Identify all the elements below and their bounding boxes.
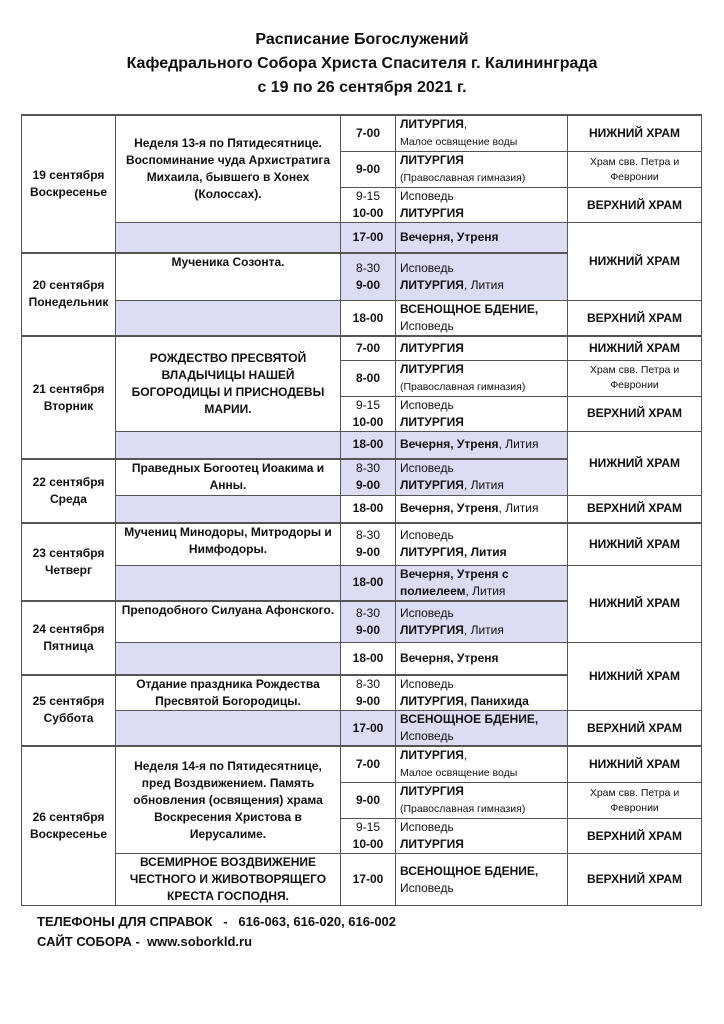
date-label: 24 сентября [32, 621, 105, 636]
place-cell [568, 396, 702, 431]
service-line [400, 301, 563, 318]
service-time: 9-00 [355, 478, 381, 493]
date-cell [22, 336, 116, 459]
service-extra: Исповедь [400, 729, 454, 743]
service-cell [396, 336, 568, 360]
feast-text: РОЖДЕСТВО ПРЕСВЯТОЙ ВЛАДЫЧИЦЫ НАШЕЙ БОГОРОДИЦЫ И ПРИСНОДЕВЫ МАРИИ. [131, 350, 325, 416]
service-cell [396, 253, 568, 301]
service-line [400, 188, 563, 205]
service-time: 8-00 [355, 370, 381, 385]
service-line [400, 650, 563, 667]
service-time: 18-00 [352, 437, 384, 452]
feast-cell-secondary [116, 495, 341, 523]
weekday-label: Пятница [43, 638, 94, 653]
date-cell [22, 675, 116, 747]
feast-cell [116, 675, 341, 711]
service-name: ЛИТУРГИЯ [400, 277, 464, 292]
service-time: 8-30 [355, 260, 381, 275]
service-line [400, 397, 563, 414]
place-cell [568, 360, 702, 396]
service-extra: , Лития [498, 437, 539, 452]
service-note: (Православная гимназия) [400, 380, 526, 393]
service-line [400, 205, 563, 222]
place-cell [568, 301, 702, 337]
time-cell [341, 601, 396, 643]
place-label: НИЖНИЙ ХРАМ [588, 254, 680, 268]
time-cell [341, 819, 396, 854]
weekday-label: Вторник [43, 398, 94, 413]
date-label: 26 сентября [32, 810, 105, 824]
service-name: ЛИТУРГИЯ [400, 117, 464, 131]
weekday-label: Суббота [43, 711, 94, 726]
service-extra: , Лития [465, 583, 506, 598]
service-extra: , [463, 117, 468, 131]
service-time: 18-00 [352, 310, 384, 325]
feast-text: Праведных Богоотец Иоакима и Анны. [131, 461, 325, 492]
service-cell [396, 523, 568, 565]
service-cell [396, 152, 568, 188]
time-cell [341, 253, 396, 301]
service-name: Вечерня, Утреня [400, 650, 499, 665]
service-cell [396, 115, 568, 152]
feast-cell-secondary [116, 223, 341, 253]
place-label: НИЖНИЙ ХРАМ [588, 126, 680, 140]
place-label: ВЕРХНИЙ ХРАМ [586, 872, 683, 886]
service-cell [396, 854, 568, 906]
weekday-label: Воскресенье [29, 827, 107, 841]
date-label: 20 сентября [32, 278, 105, 293]
place-label: ВЕРХНИЙ ХРАМ [586, 720, 683, 735]
time-cell [341, 711, 396, 747]
time-cell [341, 223, 396, 253]
service-name: ЛИТУРГИЯ [400, 478, 464, 493]
service-line [400, 460, 563, 477]
service-cell [396, 783, 568, 819]
service-extra: Исповедь [400, 461, 454, 476]
place-cell [568, 819, 702, 854]
service-cell [396, 459, 568, 495]
service-time: 9-15 [355, 397, 381, 412]
service-time: 9-00 [355, 622, 381, 637]
service-time: 18-00 [352, 650, 384, 665]
service-time: 17-00 [352, 720, 384, 735]
date-cell [22, 115, 116, 253]
service-line [400, 116, 563, 133]
feast-cell-secondary [116, 854, 341, 906]
title-line-1: Расписание Богослужений [255, 31, 469, 48]
service-line [400, 169, 563, 187]
date-label: 22 сентября [32, 475, 105, 489]
feast-cell [116, 336, 341, 431]
place-label: НИЖНИЙ ХРАМ [588, 596, 680, 611]
service-line [400, 863, 563, 880]
service-line [400, 378, 563, 396]
service-name: ВСЕНОЩНОЕ БДЕНИЕ, [400, 302, 539, 316]
time-cell [341, 783, 396, 819]
place-label: НИЖНИЙ ХРАМ [588, 757, 680, 771]
place-cell [568, 115, 702, 152]
time-cell [341, 336, 396, 360]
date-label: 19 сентября [32, 167, 105, 182]
place-label: Храм свв. Петра и Февронии [589, 786, 680, 814]
service-cell [396, 188, 568, 223]
time-cell [341, 459, 396, 495]
service-extra: Исповедь [400, 605, 454, 620]
feast-cell-secondary [116, 431, 341, 459]
service-cell [396, 301, 568, 337]
date-label: 21 сентября [32, 381, 105, 396]
schedule-row [22, 711, 702, 747]
time-cell [341, 746, 396, 783]
time-cell [341, 565, 396, 601]
date-label: 23 сентября [32, 545, 105, 560]
service-name: ЛИТУРГИЯ [400, 153, 464, 167]
service-cell [396, 711, 568, 747]
date-cell [22, 523, 116, 601]
service-name: ЛИТУРГИЯ [400, 748, 464, 762]
service-name: ЛИТУРГИЯ [400, 340, 464, 355]
service-line [400, 800, 563, 818]
place-label: ВЕРХНИЙ ХРАМ [586, 197, 683, 212]
place-cell [568, 746, 702, 783]
place-cell [568, 223, 702, 301]
service-line [400, 340, 563, 357]
service-line [400, 277, 563, 294]
service-line [400, 477, 563, 494]
service-cell [396, 675, 568, 711]
service-line [400, 527, 563, 544]
time-cell [341, 523, 396, 565]
feast-cell [116, 746, 341, 854]
service-line [400, 414, 563, 431]
time-cell [341, 115, 396, 152]
date-label: 25 сентября [32, 694, 105, 709]
service-extra: Исповедь [400, 397, 454, 412]
place-cell [568, 565, 702, 643]
service-name: ВСЕНОЩНОЕ БДЕНИЕ, [400, 863, 539, 878]
service-line [400, 693, 563, 710]
weekday-label: Понедельник [28, 295, 109, 310]
service-name: ЛИТУРГИЯ [400, 414, 464, 429]
service-note: Малое освящение воды [400, 136, 518, 148]
place-cell [568, 523, 702, 565]
feast-text: Мученика Созонта. [171, 254, 285, 269]
place-label: НИЖНИЙ ХРАМ [588, 455, 680, 470]
feast-cell-secondary [116, 643, 341, 675]
service-time: 18-00 [352, 575, 384, 589]
time-cell [341, 152, 396, 188]
service-name: ВСЕНОЩНОЕ БДЕНИЕ, [400, 712, 539, 726]
title-line-2: Кафедрального Собора Христа Спасителя г. Калининграда [126, 55, 598, 72]
schedule-row [22, 431, 702, 459]
place-cell [568, 495, 702, 523]
service-time: 10-00 [352, 414, 384, 429]
service-name: ЛИТУРГИЯ, Лития [400, 545, 507, 560]
service-extra: , Лития [463, 622, 504, 637]
title-line-3: с 19 по 26 сентября 2021 г. [257, 79, 467, 96]
service-name: Вечерня, Утреня с полиелеем [400, 566, 509, 598]
feast-cell-secondary [116, 565, 341, 601]
service-line [400, 260, 563, 277]
service-time: 9-15 [355, 820, 381, 834]
feast-text: Отдание праздника Рождества Пресвятой Богородицы. [136, 676, 320, 708]
schedule-row [22, 523, 702, 565]
service-time: 17-00 [352, 229, 384, 244]
feast-cell [116, 253, 341, 301]
schedule-row [22, 115, 702, 152]
schedule-table [21, 114, 702, 906]
service-extra: Исповедь [400, 820, 454, 834]
service-time: 10-00 [352, 837, 384, 851]
service-time: 9-00 [355, 793, 381, 807]
service-cell [396, 601, 568, 643]
time-cell [341, 301, 396, 337]
service-cell [396, 431, 568, 459]
place-label: НИЖНИЙ ХРАМ [588, 669, 680, 683]
service-cell [396, 360, 568, 396]
service-line [400, 764, 563, 782]
feast-cell-secondary [116, 711, 341, 747]
service-name: ЛИТУРГИЯ, Панихида [400, 693, 529, 708]
feast-text: Неделя 13-я по Пятидесятнице. Воспоминание чуда Архистратига Михаила, бывшего в Хонех (Колоссах). [125, 136, 331, 201]
service-extra: , Лития [498, 501, 539, 516]
page-title [0, 28, 724, 100]
service-time: 9-15 [355, 189, 381, 203]
feast-text: Неделя 14-я по Пятидесятнице, пред Воздвижением. Память обновления (освящения) храма Воскресения Христова в Иерусалиме. [133, 758, 323, 841]
place-cell [568, 431, 702, 495]
footer-phones: ТЕЛЕФОНЫ ДЛЯ СПРАВОК - 616-063, 616-020, 616-002 [37, 914, 397, 929]
weekday-label: Среда [50, 492, 87, 506]
feast-text: Мучениц Минодоры, Митродоры и Нимфодоры. [124, 525, 332, 556]
feast-cell-secondary [116, 301, 341, 337]
service-extra: Исповедь [400, 189, 454, 203]
place-label: ВЕРХНИЙ ХРАМ [586, 828, 683, 843]
footer [37, 912, 396, 952]
service-name: ЛИТУРГИЯ [400, 837, 464, 851]
place-cell [568, 336, 702, 360]
service-name: ЛИТУРГИЯ [400, 361, 464, 376]
service-extra: , Лития [463, 277, 504, 292]
footer-site: САЙТ СОБОРА - www.soborkld.ru [37, 934, 253, 949]
service-line [400, 819, 563, 836]
time-cell [341, 360, 396, 396]
service-cell [396, 396, 568, 431]
weekday-label: Воскресенье [29, 184, 107, 199]
service-time: 17-00 [352, 872, 384, 886]
service-line [400, 880, 563, 897]
service-line [400, 622, 563, 639]
service-line [400, 152, 563, 169]
place-label: Храм свв. Петра и Февронии [589, 155, 680, 183]
service-cell [396, 643, 568, 675]
schedule-row [22, 565, 702, 601]
service-name: Вечерня, Утреня [400, 501, 499, 516]
feast-cell [116, 459, 341, 495]
service-note: (Православная гимназия) [400, 172, 526, 184]
time-cell [341, 431, 396, 459]
schedule-row [22, 336, 702, 360]
service-line [400, 728, 563, 745]
service-line [400, 747, 563, 764]
service-time: 18-00 [352, 501, 384, 516]
service-line [400, 229, 563, 246]
service-name: ЛИТУРГИЯ [400, 622, 464, 637]
service-time: 8-30 [355, 676, 381, 691]
service-cell [396, 565, 568, 601]
service-time: 10-00 [352, 206, 384, 220]
schedule-row [22, 643, 702, 675]
place-cell [568, 152, 702, 188]
schedule-row [22, 854, 702, 906]
time-cell [341, 396, 396, 431]
service-line [400, 711, 563, 728]
place-cell [568, 643, 702, 711]
feast-text: Преподобного Силуана Афонского. [121, 602, 335, 617]
service-extra: , [463, 748, 468, 762]
feast-text-secondary: ВСЕМИРНОЕ ВОЗДВИЖЕНИЕ ЧЕСТНОГО И ЖИВОТВОРЯЩЕГО КРЕСТА ГОСПОДНЯ. [129, 855, 327, 903]
time-cell [341, 675, 396, 711]
service-cell [396, 819, 568, 854]
feast-cell [116, 523, 341, 565]
service-time: 9-00 [355, 693, 381, 708]
place-label: ВЕРХНИЙ ХРАМ [586, 310, 683, 325]
place-label: ВЕРХНИЙ ХРАМ [586, 501, 683, 516]
feast-cell [116, 115, 341, 223]
time-cell [341, 188, 396, 223]
place-label: Храм свв. Петра и Февронии [589, 364, 680, 391]
date-cell [22, 746, 116, 906]
service-extra: , Лития [463, 478, 504, 493]
service-cell [396, 495, 568, 523]
time-cell [341, 854, 396, 906]
time-cell [341, 643, 396, 675]
service-line [400, 318, 563, 335]
place-cell [568, 188, 702, 223]
schedule-row [22, 746, 702, 783]
service-line [400, 605, 563, 622]
service-extra: Исповедь [400, 319, 454, 333]
date-cell [22, 601, 116, 675]
schedule-row [22, 495, 702, 523]
service-cell [396, 223, 568, 253]
service-line [400, 544, 563, 561]
service-time: 9-00 [355, 277, 381, 292]
service-time: 9-00 [355, 545, 381, 560]
service-line [400, 566, 563, 600]
place-cell [568, 711, 702, 747]
service-time: 8-30 [355, 605, 381, 620]
service-extra: Исповедь [400, 880, 454, 895]
service-line [400, 436, 563, 453]
service-name: ЛИТУРГИЯ [400, 784, 464, 798]
service-name: ЛИТУРГИЯ [400, 206, 464, 220]
feast-cell [116, 601, 341, 643]
service-time: 8-30 [355, 528, 381, 543]
date-cell [22, 459, 116, 523]
service-name: Вечерня, Утреня [400, 229, 499, 244]
schedule-row [22, 223, 702, 253]
service-line [400, 361, 563, 378]
service-extra: Исповедь [400, 676, 454, 691]
service-time: 7-00 [355, 340, 381, 355]
service-name: Вечерня, Утреня [400, 437, 499, 452]
place-label: НИЖНИЙ ХРАМ [588, 340, 680, 355]
service-time: 7-00 [355, 757, 381, 771]
date-cell [22, 253, 116, 337]
service-extra: Исповедь [400, 528, 454, 543]
service-note: Малое освящение воды [400, 767, 518, 779]
place-label: ВЕРХНИЙ ХРАМ [586, 406, 683, 420]
service-line [400, 836, 563, 853]
service-line [400, 783, 563, 800]
service-line [400, 500, 563, 517]
place-label: НИЖНИЙ ХРАМ [588, 536, 680, 551]
service-cell [396, 746, 568, 783]
service-time: 9-00 [355, 162, 381, 176]
service-time: 7-00 [355, 126, 381, 140]
service-note: (Православная гимназия) [400, 803, 526, 815]
schedule-row [22, 301, 702, 337]
service-line [400, 133, 563, 151]
time-cell [341, 495, 396, 523]
service-line [400, 676, 563, 693]
service-time: 8-30 [355, 461, 381, 476]
place-cell [568, 783, 702, 819]
service-extra: Исповедь [400, 260, 454, 275]
weekday-label: Четверг [44, 562, 93, 577]
place-cell [568, 854, 702, 906]
